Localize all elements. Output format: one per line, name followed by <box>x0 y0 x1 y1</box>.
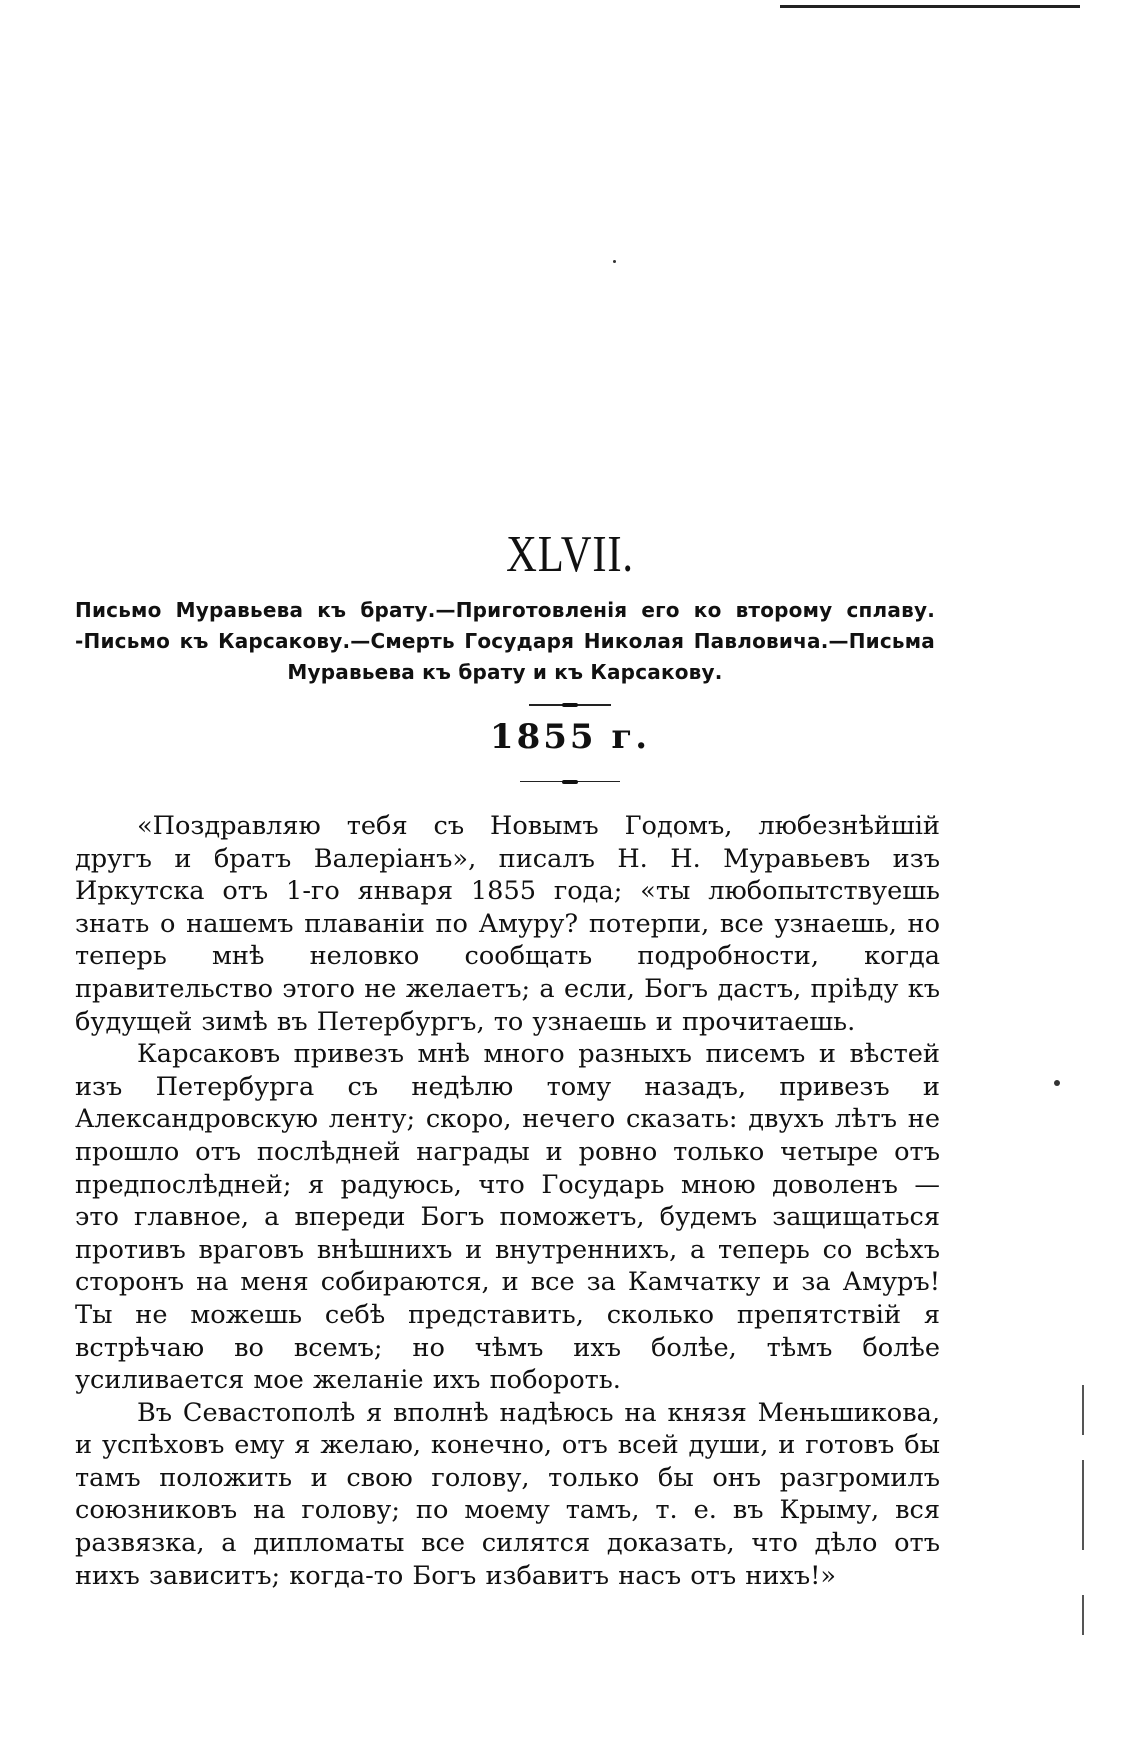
scan-margin-mark <box>1082 1595 1084 1635</box>
ornament-rule-bottom <box>520 781 620 782</box>
scan-speck <box>1054 1080 1060 1086</box>
paragraph: Карсаковъ привезъ мнѣ много разныхъ писемъ и вѣстей изъ Петербурга съ недѣлю тому назадъ, привезъ и Александровскую ленту; скоро, нечего сказать: двухъ лѣтъ не прошло отъ послѣдней награды и ровно только четыре отъ предпослѣдней; я радуюсь, что Государь мною доволенъ — это главное, а впереди Богъ поможетъ, будемъ защищаться противъ враговъ внѣшнихъ и внутреннихъ, а теперь со всѣхъ сторонъ на меня собираются, и все за Камчатку и за Амуръ! Ты не можешь себѣ представить, сколько препятствій я встрѣчаю во всемъ; но чѣмъ ихъ болѣе, тѣмъ болѣе усиливается мое желаніе ихъ побороть. <box>75 1039 940 1396</box>
body-text <box>75 810 940 1592</box>
scan-margin-mark <box>1082 1460 1084 1550</box>
chapter-numeral: XLVII. <box>506 526 634 583</box>
scan-margin-mark <box>1082 1385 1084 1435</box>
ornament-rule-top <box>529 704 611 706</box>
chapter-summary: Письмо Муравьева къ брату.—Приготовленія его ко второму сплаву. -Письмо къ Карсакову.—Смерть Государя Николая Павловича.—Письма Муравьева къ брату и къ Карсакову. <box>75 598 935 684</box>
year-heading: 1855 г. <box>489 717 651 757</box>
scan-speck <box>613 260 616 263</box>
paragraph: Въ Севастополѣ я вполнѣ надѣюсь на князя Меньшикова, и успѣховъ ему я желаю, конечно, отъ всей души, и готовъ бы тамъ положить и свою голову, только бы онъ разгромилъ союзниковъ на голову; по моему тамъ, т. е. въ Крыму, вся развязка, а дипломаты все силятся доказать, что дѣло отъ нихъ зависитъ; когда-то Богъ избавитъ насъ отъ нихъ!» <box>75 1397 940 1591</box>
paragraph: «Поздравляю тебя съ Новымъ Годомъ, любезнѣйшій другъ и братъ Валеріанъ», писалъ Н. Н. Муравьевъ изъ Иркутска отъ 1-го января 1855 года; «ты любопытствуешь знать о нашемъ плаваніи по Амуру? потерпи, все узнаешь, но теперь мнѣ неловко сообщать подробности, когда правительство этого не желаетъ; а если, Богъ дастъ, пріѣду къ будущей зимѣ въ Петербургъ, то узнаешь и прочитаешь. <box>75 811 940 1037</box>
scan-top-rule <box>780 5 1080 8</box>
